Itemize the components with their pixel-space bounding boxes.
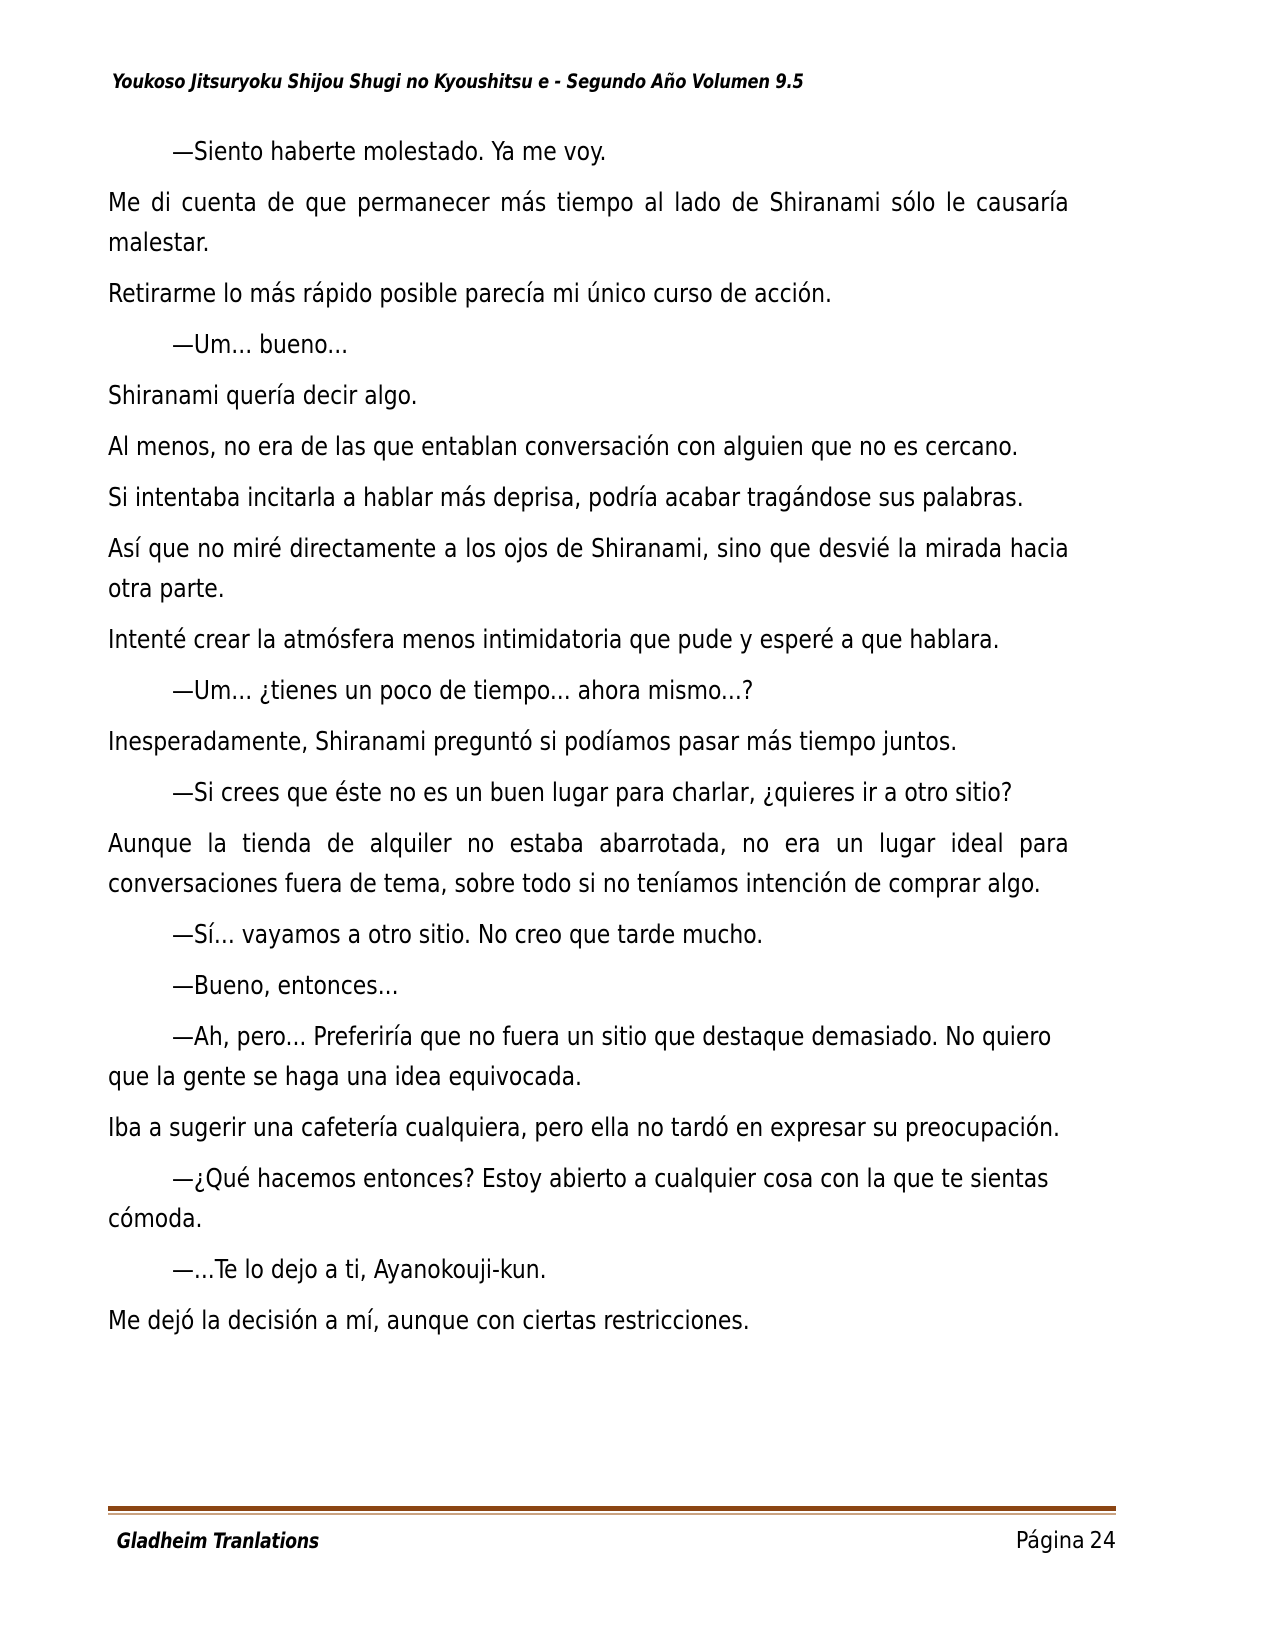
paragraph: Iba a sugerir una cafetería cualquiera, pero ella no tardó en expresar su preocupación. <box>108 1113 1060 1143</box>
paragraph: Aunque la tienda de alquiler no estaba abarrotada, no era un lugar ideal para conversaciones fuera de tema, sobre todo si no teníamos intención de comprar algo. <box>108 829 1069 899</box>
paragraph: Al menos, no era de las que entablan conversación con alguien que no es cercano. <box>108 432 1019 462</box>
paragraph: —¿Qué hacemos entonces? Estoy abierto a cualquier cosa con la que te sientas cómoda. <box>108 1164 1049 1234</box>
paragraph: —Ah, pero... Preferiría que no fuera un sitio que destaque demasiado. No quiero que la gente se haga una idea equivocada. <box>108 1022 1052 1092</box>
running-header <box>112 70 1117 100</box>
footer-content-row <box>108 1528 1116 1554</box>
page-footer <box>108 1506 1116 1554</box>
page-number: 24 <box>1089 1528 1116 1554</box>
paragraph: Si intentaba incitarla a hablar más deprisa, podría acabar tragándose sus palabras. <box>108 483 1024 513</box>
footer-divider-secondary <box>108 1513 1116 1515</box>
page-number-group <box>1016 1528 1116 1554</box>
paragraph: Shiranami quería decir algo. <box>108 381 418 411</box>
paragraph: —Si crees que éste no es un buen lugar para charlar, ¿quieres ir a otro sitio? <box>171 778 1013 808</box>
page-label: Página <box>1015 1528 1085 1554</box>
body-text-column <box>108 132 1114 1352</box>
paragraph: Intenté crear la atmósfera menos intimidatoria que pude y esperé a que hablara. <box>108 625 1000 655</box>
paragraph: Me di cuenta de que permanecer más tiempo al lado de Shiranami sólo le causaría malestar. <box>108 188 1069 258</box>
footer-divider-primary <box>108 1506 1116 1511</box>
paragraph: —Siento haberte molestado. Ya me voy. <box>171 137 607 167</box>
footer-brand-label: Gladheim Tranlations <box>116 1529 319 1553</box>
paragraph: Inesperadamente, Shiranami preguntó si podíamos pasar más tiempo juntos. <box>108 727 958 757</box>
paragraph: Retirarme lo más rápido posible parecía mi único curso de acción. <box>108 279 832 309</box>
paragraph: —...Te lo dejo a ti, Ayanokouji-kun. <box>171 1255 547 1285</box>
paragraph: —Sí... vayamos a otro sitio. No creo que tarde mucho. <box>171 920 764 950</box>
paragraph: —Um... bueno... <box>171 330 349 360</box>
paragraph: —Um... ¿tienes un poco de tiempo... ahora mismo...? <box>171 676 754 706</box>
document-title: Youkoso Jitsuryoku Shijou Shugi no Kyoushitsu e - Segundo Año Volumen 9.5 <box>112 70 804 93</box>
paragraph: —Bueno, entonces... <box>171 971 399 1001</box>
paragraph: Así que no miré directamente a los ojos de Shiranami, sino que desvié la mirada hacia otra parte. <box>108 534 1069 604</box>
paragraph: Me dejó la decisión a mí, aunque con ciertas restricciones. <box>108 1306 750 1336</box>
